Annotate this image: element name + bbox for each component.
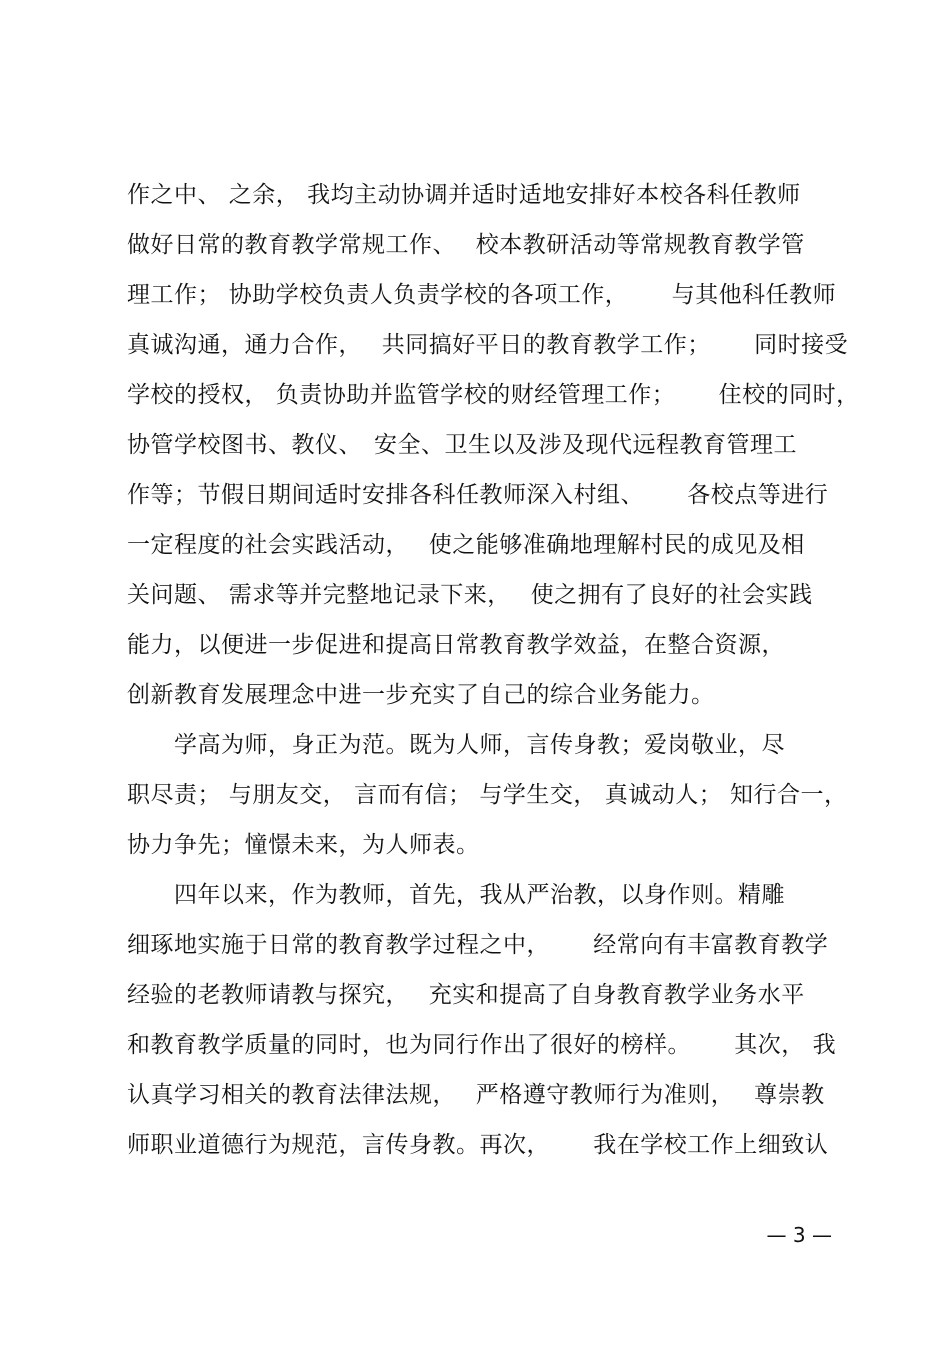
text-line: 认真学习相关的教育法律法规， 严格遵守教师行为准则， 尊崇教 — [127, 1082, 825, 1108]
text-line: 细琢地实施于日常的教育教学过程之中， 经常向有丰富教育教学 — [127, 932, 829, 958]
text-line: 做好日常的教育教学常规工作、 校本教研活动等常规教育教学管 — [127, 232, 805, 258]
text-line: 学高为师，身正为范。既为人师，言传身教；爱岗敬业，尽 — [127, 732, 785, 758]
text-line: 四年以来，作为教师，首先，我从严治教，以身作则。精雕 — [127, 882, 785, 908]
text-line: 经验的老教师请教与探究， 充实和提高了自身教育教学业务水平 — [127, 982, 805, 1008]
text-line: 师职业道德行为规范，言传身教。再次， 我在学校工作上细致认 — [127, 1132, 829, 1158]
text-line: 理工作； 协助学校负责人负责学校的各项工作， 与其他科任教师 — [127, 282, 837, 308]
text-line: 作等；节假日期间适时安排各科任教师深入村组、 各校点等进行 — [127, 482, 829, 508]
text-line: 真诚沟通，通力合作， 共同搞好平日的教育教学工作； 同时接受 — [127, 332, 849, 358]
text-line: 协力争先；憧憬未来，为人师表。 — [127, 832, 480, 858]
text-line: 和教育教学质量的同时，也为同行作出了很好的榜样。 其次， 我 — [127, 1032, 837, 1058]
text-line: 创新教育发展理念中进一步充实了自己的综合业务能力。 — [127, 682, 715, 708]
text-line: 职尽责； 与朋友交， 言而有信； 与学生交， 真诚动人； 知行合一， — [127, 782, 848, 808]
text-line: 协管学校图书、教仪、 安全、卫生以及涉及现代远程教育管理工 — [127, 432, 797, 458]
text-line: 能力，以便进一步促进和提高日常教育教学效益，在整合资源， — [127, 632, 785, 658]
text-line: 一定程度的社会实践活动， 使之能够准确地理解村民的成见及相 — [127, 532, 805, 558]
text-line: 关问题、 需求等并完整地记录下来， 使之拥有了良好的社会实践 — [127, 582, 813, 608]
page-number: — 3 — — [766, 1223, 832, 1247]
text-line: 学校的授权， 负责协助并监管学校的财经管理工作； 住校的同时， — [127, 382, 860, 408]
text-line: 作之中、 之余， 我均主动协调并适时适地安排好本校各科任教师 — [127, 182, 801, 208]
